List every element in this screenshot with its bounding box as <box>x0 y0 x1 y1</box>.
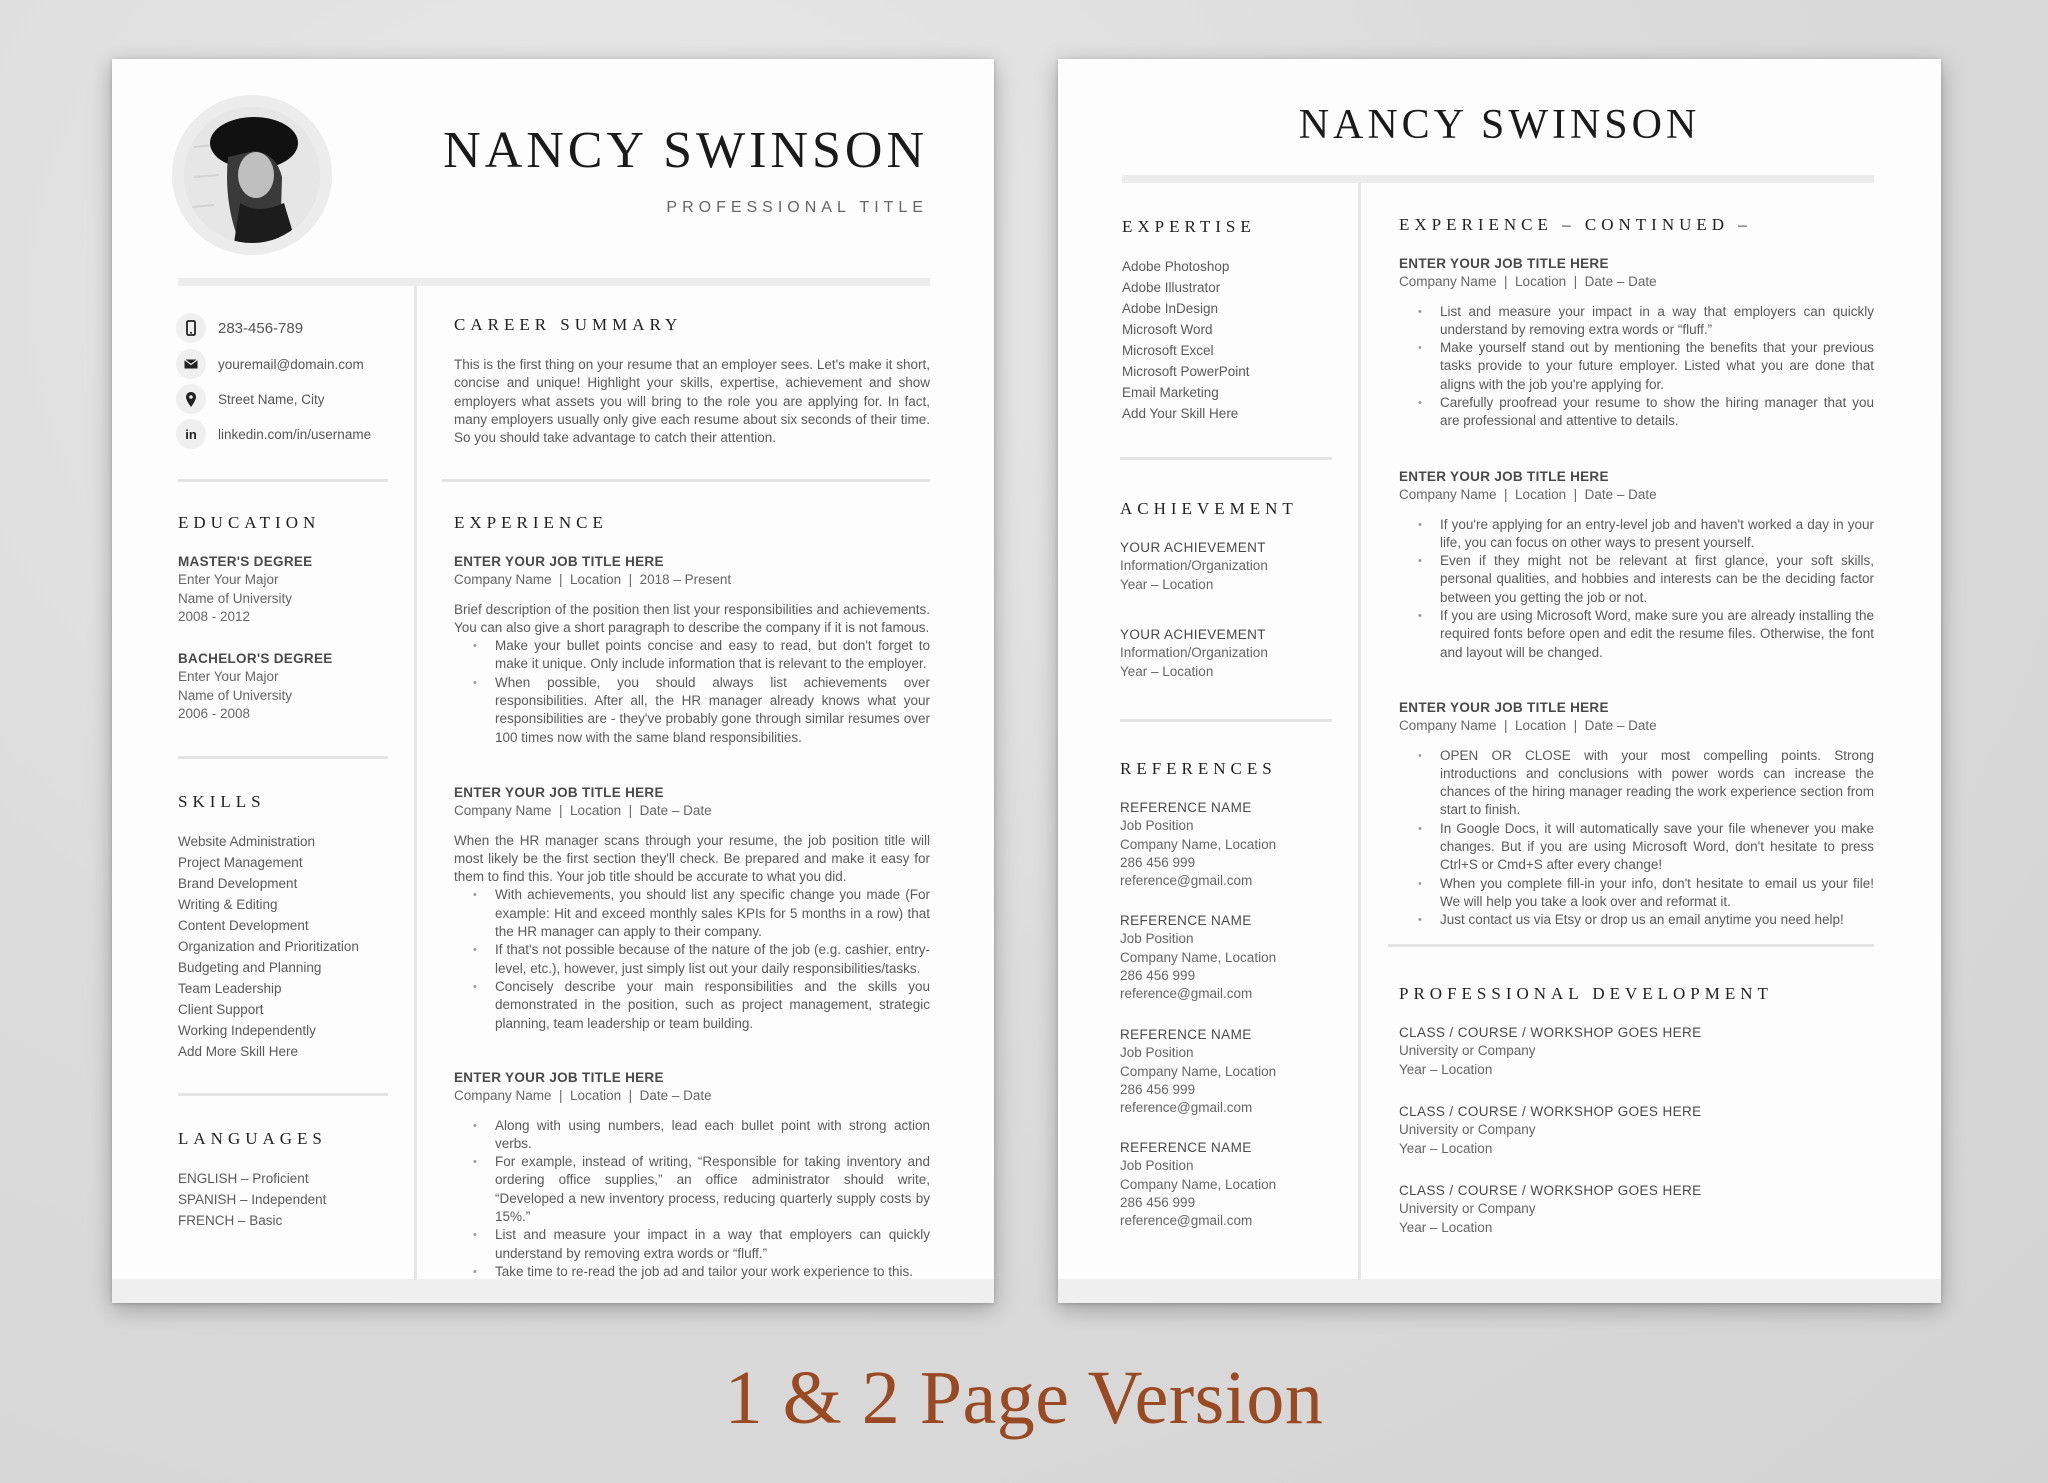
language-item <box>178 1168 326 1189</box>
achievement-org: Information/Organization <box>1120 558 1268 574</box>
column-divider <box>414 286 417 1280</box>
job-bullets <box>1399 516 1874 662</box>
phone-number: 283-456-789 <box>218 319 304 337</box>
career-summary-text: This is the first thing on your resume that an employer sees. Let's make it short, concise and unique! Highlight your skills, expertise, achievement and show employers what assets you will bring to the role you are applying for. In fact, many employers usually only give each resume about six seconds of their time. So you should take advantage to catch their attention. <box>454 357 930 446</box>
job-meta: Company Name | Location | Date – Date <box>454 1088 712 1104</box>
job-meta: Company Name | Location | Date – Date <box>1399 274 1657 290</box>
language-level: – Proficient <box>237 1171 309 1186</box>
degree-major: Enter Your Major <box>178 572 279 588</box>
skill-item: Content Development <box>178 918 309 933</box>
language-level: – Basic <box>234 1213 283 1228</box>
reference-company: Company Name, Location <box>1120 836 1277 852</box>
expertise-item: Adobe Photoshop <box>1122 259 1230 274</box>
expertise-item: Adobe Illustrator <box>1122 280 1221 295</box>
portrait-icon <box>184 107 320 243</box>
email-address: youremail@domain.com <box>218 356 364 372</box>
language-name: ENGLISH <box>178 1171 238 1186</box>
reference-item <box>1120 1139 1276 1230</box>
achievement-item <box>1120 539 1268 594</box>
professional-title: PROFESSIONAL TITLE <box>666 199 928 216</box>
skill-item: Website Administration <box>178 834 316 849</box>
job-bullet: • Just contact us via Etsy or drop us an email anytime you need help! <box>1440 911 1874 929</box>
course-item <box>1399 1182 1702 1237</box>
job-meta: Company Name | Location | 2018 – Present <box>454 572 732 588</box>
course-year: Year – Location <box>1399 1219 1493 1235</box>
degree-title: MASTER'S DEGREE <box>178 554 313 569</box>
expertise-item: Microsoft Word <box>1122 322 1213 337</box>
skill-item: Organization and Prioritization <box>178 939 359 954</box>
job-entry <box>1399 255 1874 431</box>
job-bullet: • When you complete fill-in your info, don't hesitate to email us your file! We will help you take a look over and reformat it. <box>1440 875 1874 912</box>
main-divider <box>442 479 930 482</box>
degree-major: Enter Your Major <box>178 669 279 685</box>
job-entry <box>454 784 930 1033</box>
resume-page-1 <box>112 59 994 1303</box>
page-footer-band <box>112 1279 994 1303</box>
education-years: 2008 - 2012 <box>178 608 251 624</box>
sidebar-divider-1 <box>178 479 388 482</box>
reference-email[interactable]: reference@gmail.com <box>1120 873 1253 889</box>
expertise-list <box>1122 256 1250 424</box>
job-bullet: • If you are using Microsoft Word, make sure you are already installing the required fonts before open and edit the resume files. Otherwise, the font and layout will be changed. <box>1440 607 1874 662</box>
skill-item: Team Leadership <box>178 981 282 996</box>
education-heading: EDUCATION <box>178 513 321 532</box>
skill-item: Brand Development <box>178 876 298 891</box>
education-item <box>178 553 312 626</box>
job-bullet: • For example, instead of writing, “Responsible for taking inventory and ordering office supplies,” an office administrator should write, “Developed a new inventory process, reducing quarterly supply costs by 15%.” <box>495 1153 930 1226</box>
course-item <box>1399 1024 1702 1079</box>
job-bullets <box>1399 303 1874 431</box>
header-divider <box>178 278 930 286</box>
sidebar-divider-2 <box>178 756 388 759</box>
skill-item: Writing & Editing <box>178 897 278 912</box>
street-address: Street Name, City <box>218 391 325 407</box>
job-entry <box>454 1069 930 1281</box>
skills-heading: SKILLS <box>178 792 266 811</box>
profile-photo <box>184 107 320 243</box>
languages-heading: LANGUAGES <box>178 1129 327 1148</box>
job-bullets <box>1399 747 1874 930</box>
skill-item: Budgeting and Planning <box>178 960 322 975</box>
linkedin-url[interactable]: linkedin.com/in/username <box>218 426 372 442</box>
phone-icon <box>176 313 206 343</box>
job-bullet: • If that's not possible because of the nature of the job (e.g. cashier, entry-level, etc.), however, just simply list out your daily responsibilities/tasks. <box>495 941 930 978</box>
course-item <box>1399 1103 1702 1158</box>
column-divider <box>1358 183 1361 1280</box>
reference-phone: 286 456 999 <box>1120 854 1196 870</box>
job-entry <box>1399 468 1874 662</box>
header-divider <box>1122 175 1874 183</box>
education-item <box>178 650 333 723</box>
university-name: Name of University <box>178 590 293 606</box>
job-description: When the HR manager scans through your resume, the job position title will most likely be the first section they'll check. Be prepared and make it easy for them to find this. Your job title should be accurate to what you did. <box>454 832 930 885</box>
experience-heading: EXPERIENCE <box>454 513 608 532</box>
achievement-title: YOUR ACHIEVEMENT <box>1120 540 1266 555</box>
job-bullet: • Carefully proofread your resume to show the hiring manager that you are professional and attentive to details. <box>1440 394 1874 431</box>
expertise-item: Microsoft Excel <box>1122 343 1214 358</box>
job-title: ENTER YOUR JOB TITLE HERE <box>1399 256 1609 271</box>
reference-company: Company Name, Location <box>1120 1176 1277 1192</box>
email-icon <box>176 349 206 379</box>
sidebar-divider-1 <box>1120 457 1332 460</box>
education-years: 2006 - 2008 <box>178 705 251 721</box>
job-bullet: • In Google Docs, it will automatically save your file whenever you make changes. But if you are using Microsoft Word, don't hesitate to press Ctrl+S or Cmd+S after every change! <box>1440 820 1874 875</box>
job-entry <box>1399 699 1874 930</box>
reference-company: Company Name, Location <box>1120 949 1277 965</box>
resume-page-2 <box>1058 59 1941 1303</box>
course-org: University or Company <box>1399 1043 1536 1059</box>
university-name: Name of University <box>178 687 293 703</box>
references-heading: REFERENCES <box>1120 759 1277 778</box>
main-divider <box>1388 944 1874 947</box>
expertise-item: Adobe InDesign <box>1122 301 1219 316</box>
job-meta: Company Name | Location | Date – Date <box>1399 718 1657 734</box>
course-title: CLASS / COURSE / WORKSHOP GOES HERE <box>1399 1025 1702 1040</box>
contact-linkedin <box>176 419 371 449</box>
expertise-heading: EXPERTISE <box>1122 217 1256 236</box>
job-meta: Company Name | Location | Date – Date <box>454 803 712 819</box>
reference-email[interactable]: reference@gmail.com <box>1120 1213 1253 1229</box>
reference-name: REFERENCE NAME <box>1120 1027 1252 1042</box>
skill-item: Add More Skill Here <box>178 1044 299 1059</box>
language-item <box>178 1210 326 1231</box>
linkedin-icon: in <box>176 419 206 449</box>
job-bullet: • OPEN OR CLOSE with your most compelling points. Strong introductions and conclusions with power words can increase the chances of the hiring manager reading the work experience section from start to finish. <box>1440 747 1874 820</box>
reference-position: Job Position <box>1120 818 1194 834</box>
job-title: ENTER YOUR JOB TITLE HERE <box>1399 700 1609 715</box>
job-entry <box>454 553 930 747</box>
reference-phone: 286 456 999 <box>1120 967 1196 983</box>
sidebar-divider-2 <box>1120 719 1332 722</box>
reference-item <box>1120 912 1276 1003</box>
achievement-org: Information/Organization <box>1120 645 1268 661</box>
job-description: Brief description of the position then list your responsibilities and achievements. You can also give a short paragraph to describe the company if it is not famous. <box>454 601 930 635</box>
achievement-heading: ACHIEVEMENT <box>1120 499 1298 518</box>
skill-item: Project Management <box>178 855 303 870</box>
job-bullet: • List and measure your impact in a way that employers can quickly understand by removing extra words or “fluff.” <box>1440 303 1874 340</box>
location-pin-icon <box>176 384 206 414</box>
reference-position: Job Position <box>1120 1045 1194 1061</box>
degree-title: BACHELOR'S DEGREE <box>178 651 333 666</box>
job-title: ENTER YOUR JOB TITLE HERE <box>454 785 664 800</box>
job-bullet: • With achievements, you should list any specific change you made (For example: Hit and exceed monthly sales KPIs for 5 months in a row) that the HR manager can apply to their company. <box>495 886 930 941</box>
version-caption: 1 & 2 Page Version <box>724 1356 1324 1440</box>
job-bullet: • List and measure your impact in a way that employers can quickly understand by removing extra words or “fluff.” <box>495 1226 930 1263</box>
job-title: ENTER YOUR JOB TITLE HERE <box>454 554 664 569</box>
contact-phone <box>176 313 303 343</box>
reference-position: Job Position <box>1120 931 1194 947</box>
contact-email <box>176 349 364 379</box>
reference-item <box>1120 1026 1276 1117</box>
achievement-item <box>1120 626 1268 681</box>
job-title: ENTER YOUR JOB TITLE HERE <box>1399 469 1609 484</box>
job-bullet: • Make yourself stand out by mentioning the benefits that your previous tasks provide to your future employer. Listed what you are done that aligns with the job you're applying for. <box>1440 339 1874 394</box>
reference-company: Company Name, Location <box>1120 1063 1277 1079</box>
job-bullet: • If you're applying for an entry-level job and haven't worked a day in your life, you can focus on other ways to present yourself. <box>1440 516 1874 553</box>
languages-list <box>178 1168 326 1231</box>
reference-name: REFERENCE NAME <box>1120 1140 1252 1155</box>
job-bullet: • Make your bullet points concise and easy to read, but don't forget to make it unique. Only include information that is relevant to the employer. <box>495 637 930 674</box>
reference-email[interactable]: reference@gmail.com <box>1120 1100 1253 1116</box>
career-summary-heading: CAREER SUMMARY <box>454 315 683 334</box>
job-bullet: • Along with using numbers, lead each bullet point with strong action verbs. <box>495 1117 930 1154</box>
expertise-item: Microsoft PowerPoint <box>1122 364 1250 379</box>
course-org: University or Company <box>1399 1122 1536 1138</box>
page-footer-band <box>1058 1279 1941 1303</box>
job-bullet: • Even if they might not be relevant at first glance, your soft skills, personal qualities, and hobbies and interests can be the deciding factor between you getting the job or not. <box>1440 552 1874 607</box>
course-title: CLASS / COURSE / WORKSHOP GOES HERE <box>1399 1183 1702 1198</box>
job-title: ENTER YOUR JOB TITLE HERE <box>454 1070 664 1085</box>
contact-address <box>176 384 325 414</box>
reference-email[interactable]: reference@gmail.com <box>1120 986 1253 1002</box>
achievement-year: Year – Location <box>1120 663 1214 679</box>
reference-phone: 286 456 999 <box>1120 1081 1196 1097</box>
achievement-year: Year – Location <box>1120 576 1214 592</box>
job-bullet: • Concisely describe your main responsibilities and the skills you demonstrated in the position, such as project management, strategic planning, team leadership or team building. <box>495 978 930 1033</box>
job-bullet: • Take time to re-read the job ad and tailor your work experience to this. <box>495 1263 930 1281</box>
reference-phone: 286 456 999 <box>1120 1194 1196 1210</box>
job-bullet: • When possible, you should always list achievements over responsibilities. After all, the HR manager already knows what your responsibilities are - they've probably gone through similar resumes over 100 times now with the same bland responsibilities. <box>495 674 930 747</box>
skills-list <box>178 831 359 1062</box>
job-meta: Company Name | Location | Date – Date <box>1399 487 1657 503</box>
skill-item: Working Independently <box>178 1023 316 1038</box>
expertise-item: Email Marketing <box>1122 385 1219 400</box>
reference-name: REFERENCE NAME <box>1120 800 1252 815</box>
candidate-name: NANCY SWINSON <box>443 122 928 179</box>
language-name: FRENCH <box>178 1213 235 1228</box>
reference-name: REFERENCE NAME <box>1120 913 1252 928</box>
language-level: – Independent <box>236 1192 327 1207</box>
expertise-item: Add Your Skill Here <box>1122 406 1239 421</box>
course-title: CLASS / COURSE / WORKSHOP GOES HERE <box>1399 1104 1702 1119</box>
reference-position: Job Position <box>1120 1158 1194 1174</box>
sidebar-divider-3 <box>178 1093 388 1096</box>
skill-item: Client Support <box>178 1002 264 1017</box>
achievement-title: YOUR ACHIEVEMENT <box>1120 627 1266 642</box>
experience-continued-heading: EXPERIENCE – CONTINUED – <box>1399 215 1752 234</box>
course-year: Year – Location <box>1399 1140 1493 1156</box>
language-name: SPANISH <box>178 1192 237 1207</box>
job-bullets <box>454 1117 930 1282</box>
avatar <box>172 95 332 255</box>
professional-development-heading: PROFESSIONAL DEVELOPMENT <box>1399 984 1773 1003</box>
course-year: Year – Location <box>1399 1061 1493 1077</box>
reference-item <box>1120 799 1276 890</box>
job-bullets <box>454 886 930 1032</box>
job-bullets <box>454 637 930 747</box>
candidate-name: NANCY SWINSON <box>1298 102 1701 148</box>
language-item <box>178 1189 326 1210</box>
course-org: University or Company <box>1399 1201 1536 1217</box>
